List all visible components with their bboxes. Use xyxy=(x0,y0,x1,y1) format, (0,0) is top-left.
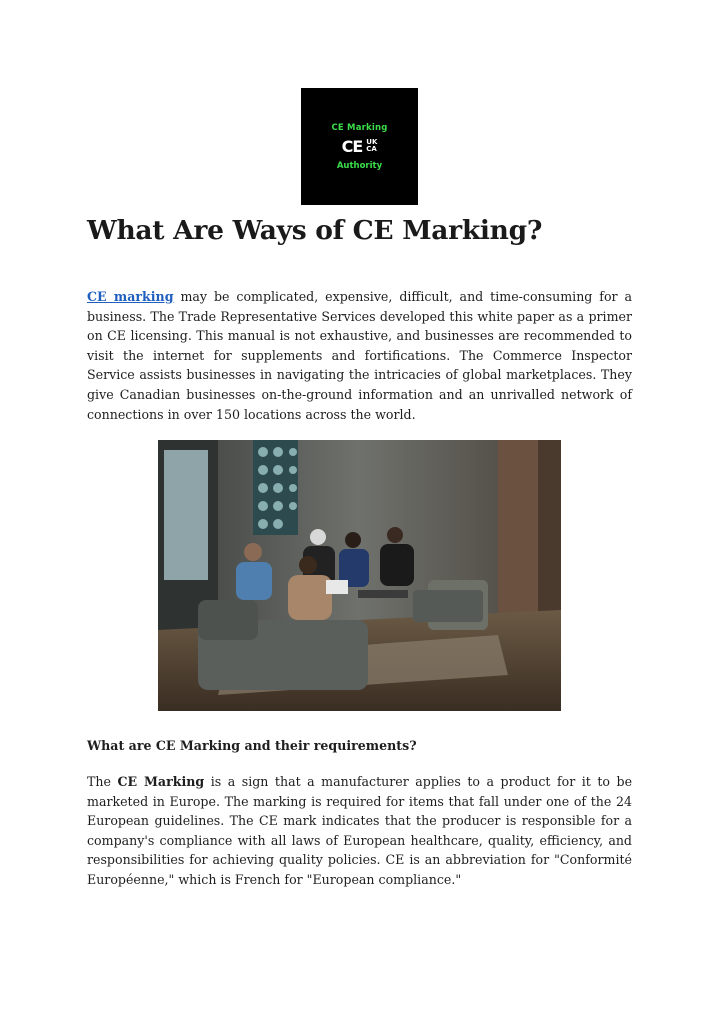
ce-marking-authority-logo xyxy=(301,88,418,205)
logo-mark xyxy=(342,137,378,156)
office-meeting-photo xyxy=(158,440,561,711)
section-lead: The xyxy=(87,774,118,789)
logo-text-bottom: Authority xyxy=(336,160,383,171)
intro-paragraph xyxy=(87,287,632,424)
intro-text: may be complicated, expensive, difficult, and time-consuming for a business. The Trade Representative Services developed this white paper as a primer on CE licensing. This manual is not exhaustive, and businesses are recommended to visit the internet for supplements and fortifications. The Commerce Inspector Service assists businesses in navigating the intricacies of global marketplaces. They give Canadian businesses on-the-ground information and an unrivalled network of connections in over 150 locations across the world. xyxy=(87,289,632,422)
logo-text-top: CE Marking xyxy=(331,122,388,133)
logo-uk: UK xyxy=(366,138,378,146)
section-paragraph xyxy=(87,772,632,890)
section-heading: What are CE Marking and their requirements? xyxy=(87,738,417,753)
page-title: What Are Ways of CE Marking? xyxy=(87,215,543,246)
ce-marking-term: CE Marking xyxy=(117,774,205,789)
logo-ca: CA xyxy=(366,145,377,153)
logo-ce-mark: CE xyxy=(341,136,363,156)
photo-illustration xyxy=(158,440,561,711)
logo-ukca-mark xyxy=(366,139,377,153)
section-text: is a sign that a manufacturer applies to a product for it to be marketed in Europe. The marking is required for items that fall under one of the 24 European guidelines. The CE mark indicates that the producer is responsible for a company's compliance with all laws of European healthcare, quality, efficiency, and responsibilities for achieving quality policies. CE is an abbreviation for "Conformité Européenne," which is French for "European compliance." xyxy=(87,774,633,887)
ce-marking-link[interactable]: CE marking xyxy=(87,289,174,304)
